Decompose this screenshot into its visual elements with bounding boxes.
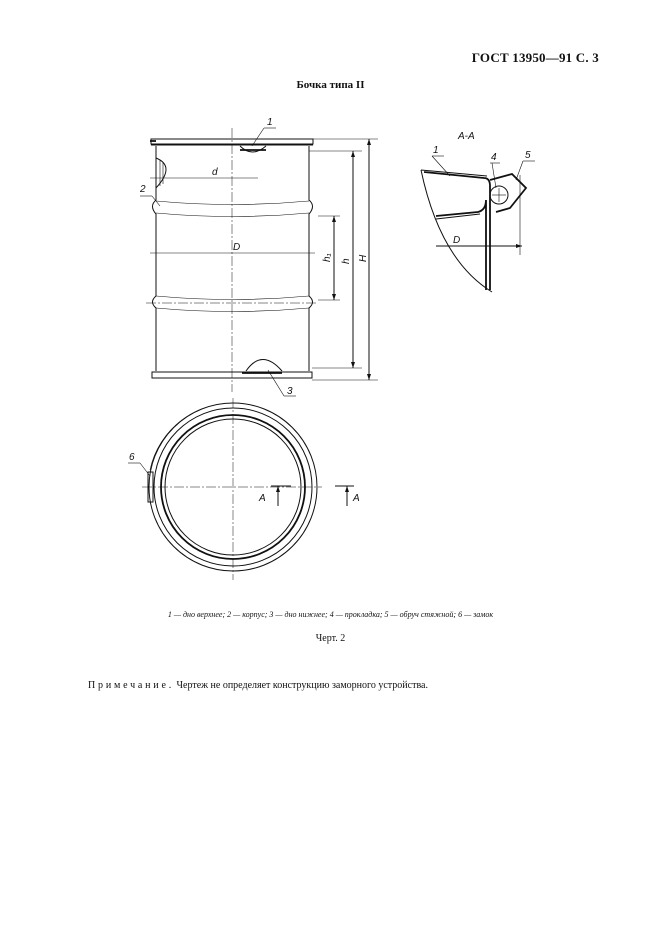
cut-label-right: А	[353, 493, 360, 504]
callout-3: 3	[287, 386, 293, 397]
cut-label-left: А	[259, 493, 266, 504]
figure-caption: Черт. 2	[315, 633, 346, 644]
callout-2: 2	[140, 184, 146, 195]
figure-title: Бочка типа II	[296, 79, 365, 91]
dim-d: d	[212, 167, 218, 178]
note-label: Примечание.	[88, 680, 175, 691]
dim-H: H	[358, 254, 369, 262]
dim-D: D	[233, 242, 241, 253]
callout-6: 6	[129, 452, 135, 463]
section-callout-1: 1	[433, 145, 439, 156]
drum-plan-view	[128, 398, 354, 580]
section-callout-4: 4	[491, 152, 497, 163]
section-dim-D: D	[453, 235, 461, 246]
section-callout-5: 5	[525, 150, 531, 161]
section-label: А-А	[458, 131, 475, 142]
page-note	[88, 680, 428, 691]
callout-1: 1	[267, 117, 273, 128]
figure-legend: 1 — дно верхнее; 2 — корпус; 3 — дно нижнее; 4 — прокладка; 5 — обруч стяжной; 6 — замок	[167, 610, 494, 619]
page-header: ГОСТ 13950—91 С. 3	[471, 50, 599, 65]
note-text: Чертеж не определяет конструкцию заморного устройства.	[174, 680, 428, 691]
dim-h: h	[341, 258, 352, 264]
section-a-a	[421, 156, 535, 292]
dim-h1: h₁	[322, 253, 333, 262]
